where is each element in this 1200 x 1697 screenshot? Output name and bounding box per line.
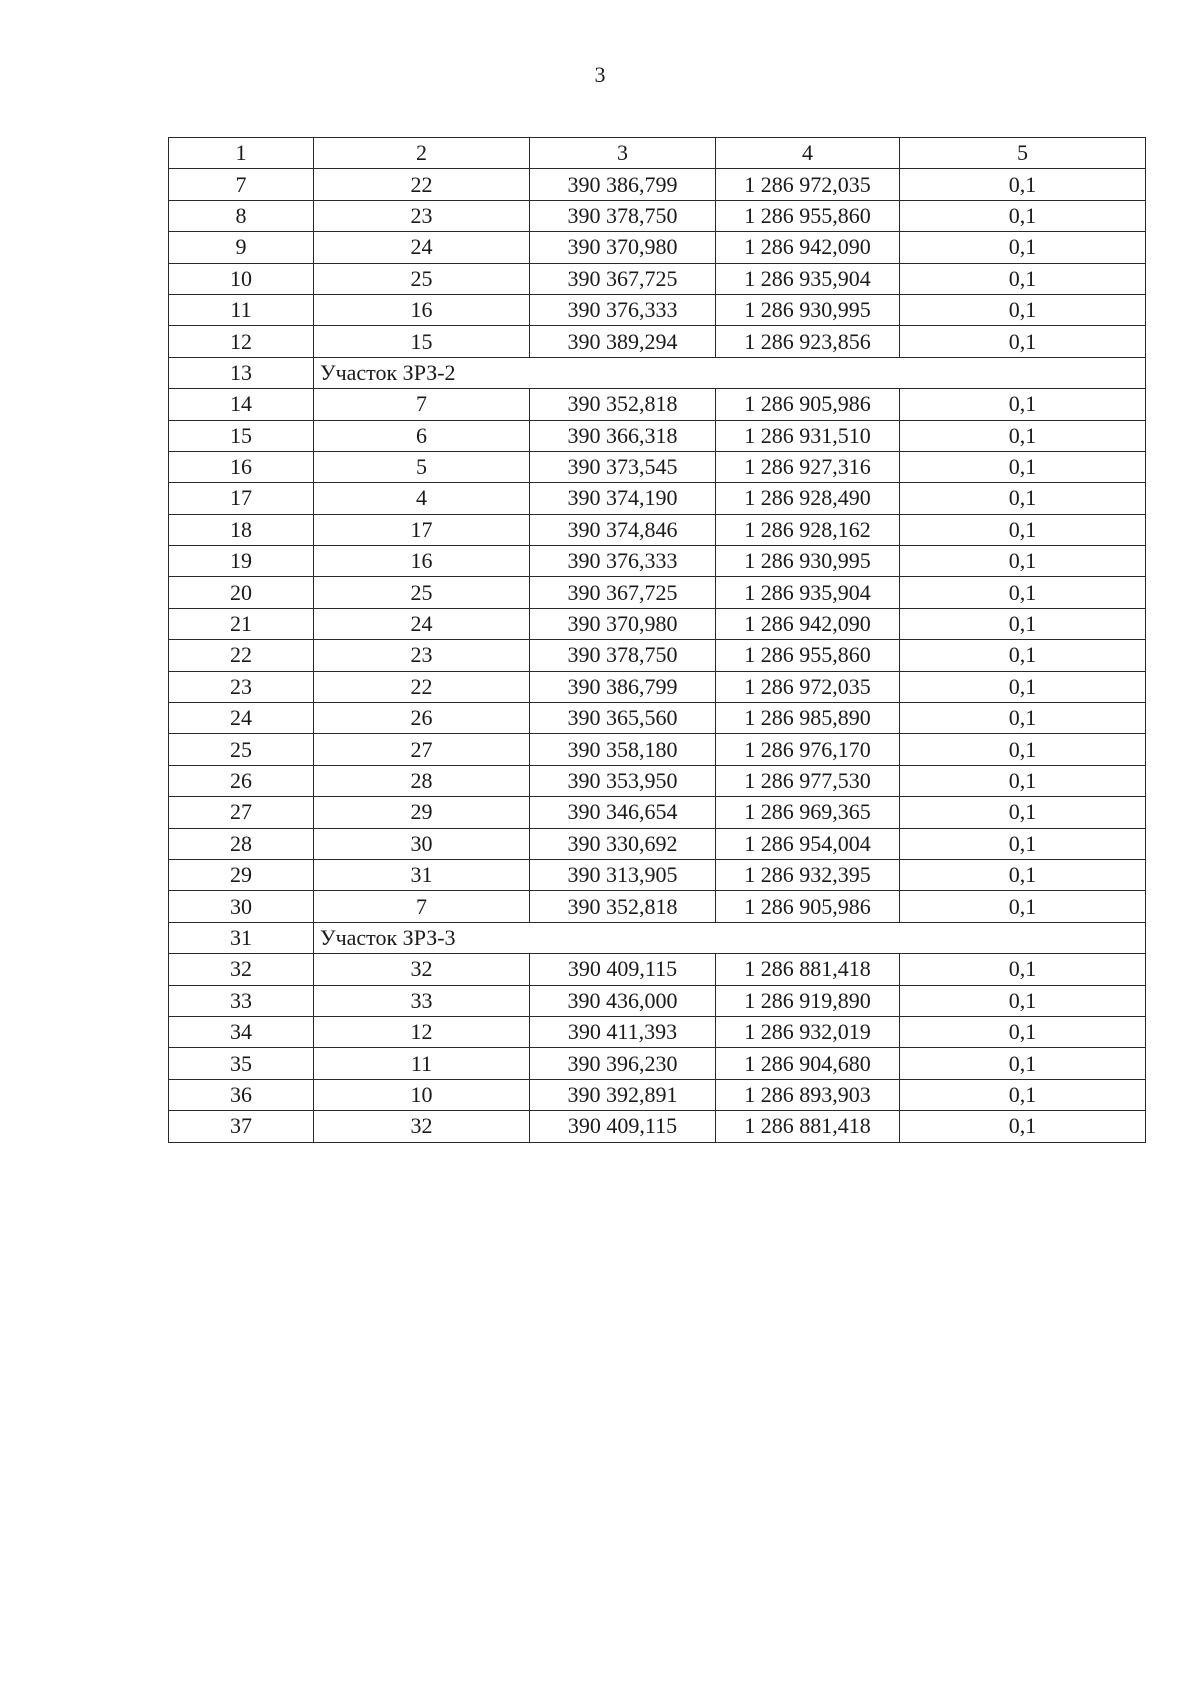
y-coordinate-cell: 1 286 919,890 — [716, 985, 900, 1016]
row-number-cell: 25 — [169, 734, 314, 765]
point-number-cell: 24 — [314, 608, 530, 639]
point-number-cell: 32 — [314, 954, 530, 985]
row-number-cell: 20 — [169, 577, 314, 608]
y-coordinate-cell: 1 286 985,890 — [716, 703, 900, 734]
y-coordinate-cell: 1 286 955,860 — [716, 200, 900, 231]
page-number: 3 — [594, 62, 606, 87]
y-coordinate-cell: 1 286 904,680 — [716, 1048, 900, 1079]
row-number-cell: 22 — [169, 640, 314, 671]
point-number-cell: 22 — [314, 169, 530, 200]
y-coordinate-cell: 1 286 928,490 — [716, 483, 900, 514]
table-row — [169, 326, 1146, 357]
point-number-cell: 33 — [314, 985, 530, 1016]
table-row — [169, 420, 1146, 451]
row-number-cell: 26 — [169, 765, 314, 796]
y-coordinate-cell: 1 286 932,019 — [716, 1016, 900, 1047]
point-number-cell: 22 — [314, 671, 530, 702]
y-coordinate-cell: 1 286 881,418 — [716, 1111, 900, 1142]
row-number-cell: 7 — [169, 169, 314, 200]
table-row — [169, 451, 1146, 482]
accuracy-cell: 0,1 — [900, 514, 1146, 545]
point-number-cell: 15 — [314, 326, 530, 357]
y-coordinate-cell: 1 286 905,986 — [716, 389, 900, 420]
table-body — [169, 169, 1146, 1142]
table-row — [169, 1111, 1146, 1142]
point-number-cell: 7 — [314, 891, 530, 922]
x-coordinate-cell: 390 313,905 — [530, 859, 716, 890]
x-coordinate-cell: 390 411,393 — [530, 1016, 716, 1047]
point-number-cell: 26 — [314, 703, 530, 734]
table-row — [169, 1079, 1146, 1110]
accuracy-cell: 0,1 — [900, 546, 1146, 577]
table-row — [169, 294, 1146, 325]
y-coordinate-cell: 1 286 932,395 — [716, 859, 900, 890]
accuracy-cell: 0,1 — [900, 985, 1146, 1016]
row-number-cell: 32 — [169, 954, 314, 985]
table-row — [169, 640, 1146, 671]
header-cell: 1 — [169, 138, 314, 169]
x-coordinate-cell: 390 409,115 — [530, 1111, 716, 1142]
x-coordinate-cell: 390 346,654 — [530, 797, 716, 828]
table-row — [169, 546, 1146, 577]
row-number-cell: 9 — [169, 232, 314, 263]
accuracy-cell: 0,1 — [900, 1016, 1146, 1047]
row-number-cell: 11 — [169, 294, 314, 325]
x-coordinate-cell: 390 386,799 — [530, 169, 716, 200]
x-coordinate-cell: 390 374,846 — [530, 514, 716, 545]
y-coordinate-cell: 1 286 976,170 — [716, 734, 900, 765]
table-row — [169, 1016, 1146, 1047]
x-coordinate-cell: 390 392,891 — [530, 1079, 716, 1110]
point-number-cell: 24 — [314, 232, 530, 263]
y-coordinate-cell: 1 286 927,316 — [716, 451, 900, 482]
y-coordinate-cell: 1 286 942,090 — [716, 232, 900, 263]
y-coordinate-cell: 1 286 954,004 — [716, 828, 900, 859]
row-number-cell: 15 — [169, 420, 314, 451]
point-number-cell: 7 — [314, 389, 530, 420]
row-number-cell: 29 — [169, 859, 314, 890]
table-row — [169, 169, 1146, 200]
row-number-cell: 30 — [169, 891, 314, 922]
row-number-cell: 34 — [169, 1016, 314, 1047]
row-number-cell: 36 — [169, 1079, 314, 1110]
x-coordinate-cell: 390 373,545 — [530, 451, 716, 482]
x-coordinate-cell: 390 352,818 — [530, 389, 716, 420]
table-header-row — [169, 138, 1146, 169]
x-coordinate-cell: 390 436,000 — [530, 985, 716, 1016]
table-row — [169, 1048, 1146, 1079]
point-number-cell: 23 — [314, 640, 530, 671]
y-coordinate-cell: 1 286 972,035 — [716, 671, 900, 702]
y-coordinate-cell: 1 286 955,860 — [716, 640, 900, 671]
table-row — [169, 828, 1146, 859]
table-row — [169, 671, 1146, 702]
y-coordinate-cell: 1 286 923,856 — [716, 326, 900, 357]
x-coordinate-cell: 390 352,818 — [530, 891, 716, 922]
point-number-cell: 16 — [314, 546, 530, 577]
x-coordinate-cell: 390 409,115 — [530, 954, 716, 985]
table-row — [169, 200, 1146, 231]
accuracy-cell: 0,1 — [900, 954, 1146, 985]
y-coordinate-cell: 1 286 977,530 — [716, 765, 900, 796]
point-number-cell: 10 — [314, 1079, 530, 1110]
section-row — [169, 922, 1146, 953]
point-number-cell: 6 — [314, 420, 530, 451]
row-number-cell: 37 — [169, 1111, 314, 1142]
y-coordinate-cell: 1 286 881,418 — [716, 954, 900, 985]
x-coordinate-cell: 390 330,692 — [530, 828, 716, 859]
x-coordinate-cell: 390 376,333 — [530, 546, 716, 577]
table-row — [169, 577, 1146, 608]
row-number-cell: 19 — [169, 546, 314, 577]
coordinates-table — [168, 137, 1146, 1143]
accuracy-cell: 0,1 — [900, 703, 1146, 734]
accuracy-cell: 0,1 — [900, 1079, 1146, 1110]
point-number-cell: 11 — [314, 1048, 530, 1079]
x-coordinate-cell: 390 367,725 — [530, 577, 716, 608]
table-row — [169, 765, 1146, 796]
accuracy-cell: 0,1 — [900, 326, 1146, 357]
point-number-cell: 31 — [314, 859, 530, 890]
x-coordinate-cell: 390 358,180 — [530, 734, 716, 765]
x-coordinate-cell: 390 376,333 — [530, 294, 716, 325]
point-number-cell: 25 — [314, 577, 530, 608]
table-row — [169, 389, 1146, 420]
accuracy-cell: 0,1 — [900, 734, 1146, 765]
accuracy-cell: 0,1 — [900, 200, 1146, 231]
y-coordinate-cell: 1 286 930,995 — [716, 294, 900, 325]
point-number-cell: 30 — [314, 828, 530, 859]
accuracy-cell: 0,1 — [900, 1048, 1146, 1079]
accuracy-cell: 0,1 — [900, 420, 1146, 451]
x-coordinate-cell: 390 378,750 — [530, 640, 716, 671]
row-number-cell: 27 — [169, 797, 314, 828]
accuracy-cell: 0,1 — [900, 671, 1146, 702]
point-number-cell: 5 — [314, 451, 530, 482]
row-number-cell: 21 — [169, 608, 314, 639]
x-coordinate-cell: 390 370,980 — [530, 232, 716, 263]
table-row — [169, 734, 1146, 765]
accuracy-cell: 0,1 — [900, 263, 1146, 294]
section-title-cell: Участок ЗРЗ-3 — [314, 922, 1146, 953]
table-row — [169, 514, 1146, 545]
accuracy-cell: 0,1 — [900, 451, 1146, 482]
table-row — [169, 232, 1146, 263]
row-number-cell: 28 — [169, 828, 314, 859]
x-coordinate-cell: 390 378,750 — [530, 200, 716, 231]
x-coordinate-cell: 390 374,190 — [530, 483, 716, 514]
row-number-cell: 35 — [169, 1048, 314, 1079]
point-number-cell: 29 — [314, 797, 530, 828]
accuracy-cell: 0,1 — [900, 765, 1146, 796]
x-coordinate-cell: 390 389,294 — [530, 326, 716, 357]
section-row — [169, 357, 1146, 388]
header-cell: 4 — [716, 138, 900, 169]
accuracy-cell: 0,1 — [900, 608, 1146, 639]
point-number-cell: 27 — [314, 734, 530, 765]
x-coordinate-cell: 390 370,980 — [530, 608, 716, 639]
table-row — [169, 859, 1146, 890]
accuracy-cell: 0,1 — [900, 483, 1146, 514]
accuracy-cell: 0,1 — [900, 891, 1146, 922]
table-row — [169, 263, 1146, 294]
y-coordinate-cell: 1 286 928,162 — [716, 514, 900, 545]
point-number-cell: 25 — [314, 263, 530, 294]
y-coordinate-cell: 1 286 893,903 — [716, 1079, 900, 1110]
y-coordinate-cell: 1 286 930,995 — [716, 546, 900, 577]
section-title-cell: Участок ЗРЗ-2 — [314, 357, 1146, 388]
table-row — [169, 985, 1146, 1016]
y-coordinate-cell: 1 286 969,365 — [716, 797, 900, 828]
row-number-cell: 14 — [169, 389, 314, 420]
accuracy-cell: 0,1 — [900, 232, 1146, 263]
y-coordinate-cell: 1 286 931,510 — [716, 420, 900, 451]
x-coordinate-cell: 390 353,950 — [530, 765, 716, 796]
header-cell: 3 — [530, 138, 716, 169]
accuracy-cell: 0,1 — [900, 389, 1146, 420]
y-coordinate-cell: 1 286 905,986 — [716, 891, 900, 922]
header-cell: 5 — [900, 138, 1146, 169]
point-number-cell: 28 — [314, 765, 530, 796]
row-number-cell: 23 — [169, 671, 314, 702]
y-coordinate-cell: 1 286 935,904 — [716, 577, 900, 608]
x-coordinate-cell: 390 366,318 — [530, 420, 716, 451]
table-row — [169, 891, 1146, 922]
x-coordinate-cell: 390 386,799 — [530, 671, 716, 702]
row-number-cell: 10 — [169, 263, 314, 294]
y-coordinate-cell: 1 286 942,090 — [716, 608, 900, 639]
x-coordinate-cell: 390 396,230 — [530, 1048, 716, 1079]
row-number-cell: 13 — [169, 357, 314, 388]
row-number-cell: 31 — [169, 922, 314, 953]
row-number-cell: 18 — [169, 514, 314, 545]
point-number-cell: 4 — [314, 483, 530, 514]
accuracy-cell: 0,1 — [900, 169, 1146, 200]
point-number-cell: 17 — [314, 514, 530, 545]
x-coordinate-cell: 390 365,560 — [530, 703, 716, 734]
point-number-cell: 32 — [314, 1111, 530, 1142]
table-row — [169, 797, 1146, 828]
accuracy-cell: 0,1 — [900, 859, 1146, 890]
accuracy-cell: 0,1 — [900, 640, 1146, 671]
table-row — [169, 608, 1146, 639]
accuracy-cell: 0,1 — [900, 577, 1146, 608]
row-number-cell: 33 — [169, 985, 314, 1016]
row-number-cell: 17 — [169, 483, 314, 514]
accuracy-cell: 0,1 — [900, 1111, 1146, 1142]
point-number-cell: 12 — [314, 1016, 530, 1047]
point-number-cell: 16 — [314, 294, 530, 325]
accuracy-cell: 0,1 — [900, 294, 1146, 325]
y-coordinate-cell: 1 286 972,035 — [716, 169, 900, 200]
point-number-cell: 23 — [314, 200, 530, 231]
table-row — [169, 483, 1146, 514]
row-number-cell: 16 — [169, 451, 314, 482]
table-row — [169, 954, 1146, 985]
table-row — [169, 703, 1146, 734]
row-number-cell: 12 — [169, 326, 314, 357]
y-coordinate-cell: 1 286 935,904 — [716, 263, 900, 294]
x-coordinate-cell: 390 367,725 — [530, 263, 716, 294]
row-number-cell: 8 — [169, 200, 314, 231]
row-number-cell: 24 — [169, 703, 314, 734]
accuracy-cell: 0,1 — [900, 828, 1146, 859]
accuracy-cell: 0,1 — [900, 797, 1146, 828]
header-cell: 2 — [314, 138, 530, 169]
